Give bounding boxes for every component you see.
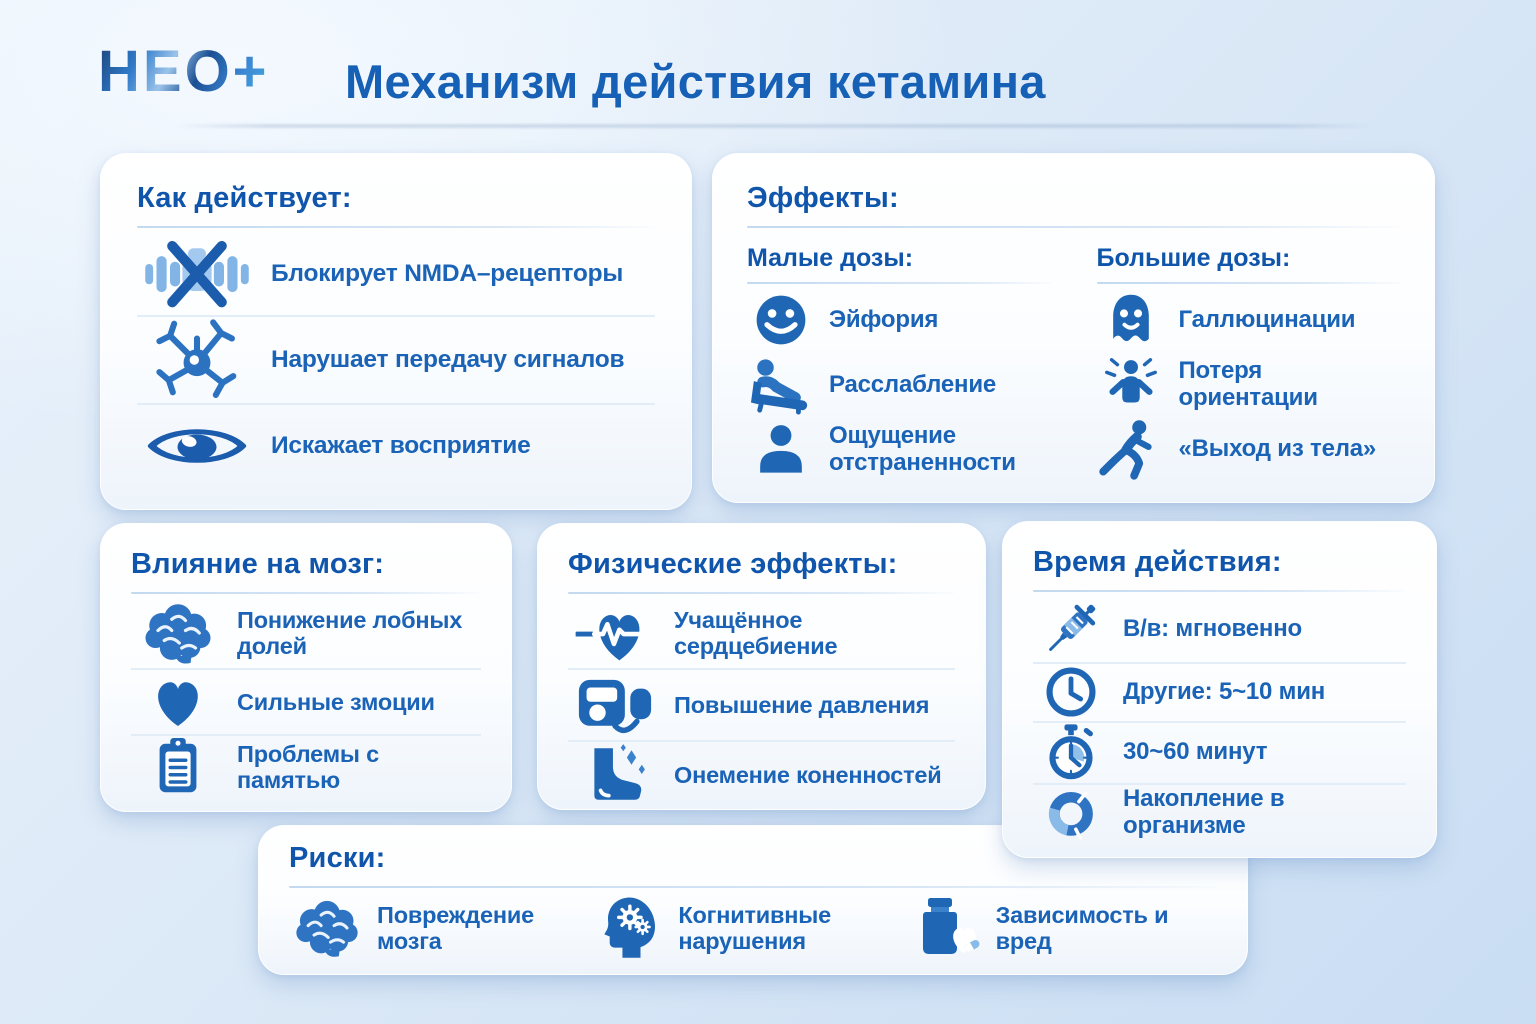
- ghost-icon: [1097, 290, 1165, 350]
- list-item: [1097, 288, 1401, 353]
- column-small-doses: [747, 244, 1051, 482]
- card-effects: [712, 153, 1435, 503]
- item-label: Сильные змоции: [237, 688, 435, 715]
- pill-bottle-icon: [908, 896, 984, 960]
- title-underline: [1097, 282, 1401, 284]
- smiley-face-icon: [747, 290, 815, 350]
- title-underline: [289, 886, 1217, 888]
- item-label: Понижение лобных долей: [237, 606, 463, 659]
- heart-pulse-icon: [568, 598, 662, 668]
- card-physical-effects: [537, 523, 986, 810]
- item-label: Блокирует NMDA–рецепторы: [271, 259, 624, 287]
- item-label: 30~60 минут: [1123, 738, 1268, 766]
- list-item: [1033, 721, 1406, 783]
- person-bust-icon: [747, 421, 815, 479]
- item-label: Учащённое сердцебиение: [674, 606, 838, 659]
- title-underline: [747, 282, 1051, 284]
- donut-chart-icon: [1033, 785, 1109, 841]
- list-item: [1097, 417, 1401, 482]
- item-label: Искажает восприятие: [271, 432, 531, 460]
- item-label: Накопление в организме: [1123, 784, 1285, 839]
- list-item: [908, 896, 1217, 960]
- card-title: Как действует:: [137, 182, 352, 214]
- list-item: [1033, 596, 1406, 662]
- disoriented-person-icon: [1097, 354, 1165, 416]
- item-label: «Выход из тела»: [1178, 435, 1377, 463]
- list-item: [131, 734, 481, 798]
- item-label: Повреждение мозга: [377, 901, 534, 954]
- card-title: Риски:: [289, 842, 386, 874]
- list-item: [598, 894, 907, 962]
- column-title: Большие дозы:: [1096, 244, 1291, 272]
- list-item: [747, 353, 1051, 418]
- heart-icon: [131, 670, 225, 734]
- nmda-receptor-blocked-icon: [137, 237, 257, 309]
- list-item: [1097, 353, 1401, 418]
- item-label: Ощущение отстраненности: [829, 421, 1016, 476]
- floating-person-icon: [1097, 417, 1165, 483]
- damaged-brain-icon: [289, 895, 365, 961]
- list-item: [568, 668, 955, 740]
- card-title: Влияние на мозг:: [131, 548, 385, 580]
- logo: НЕО+: [98, 39, 270, 104]
- list-item: [289, 895, 598, 961]
- title-underline: [1033, 590, 1406, 592]
- relaxed-person-icon: [747, 354, 815, 416]
- item-label: Другие: 5~10 мин: [1123, 677, 1326, 705]
- eye-icon: [137, 414, 257, 478]
- item-label: Потеря ориентации: [1178, 357, 1318, 411]
- list-item: [1033, 783, 1406, 842]
- card-title: Физические эффекты:: [568, 548, 898, 580]
- brain-icon: [131, 598, 225, 668]
- list-item: [131, 598, 481, 668]
- list-item: [131, 668, 481, 734]
- list-item: [137, 232, 655, 315]
- title-underline: [568, 592, 955, 594]
- item-label: Расслабление: [829, 370, 997, 398]
- list-item: [1033, 662, 1406, 721]
- list-item: [568, 740, 955, 808]
- column-title: Малые дозы:: [747, 244, 914, 272]
- item-label: Нарушает передачу сигналов: [271, 345, 625, 373]
- card-duration: [1002, 521, 1437, 858]
- item-label: Когнитивные нарушения: [678, 901, 831, 954]
- stopwatch-icon: [1033, 723, 1109, 783]
- head-gears-icon: [598, 894, 666, 962]
- card-brain-impact: [100, 523, 512, 812]
- card-title: Эффекты:: [747, 182, 899, 214]
- clipboard-icon: [131, 736, 225, 798]
- item-label: Зависимость и вред: [995, 901, 1169, 954]
- card-title: Время действия:: [1033, 546, 1282, 578]
- column-large-doses: [1097, 244, 1401, 482]
- title-underline: [131, 592, 481, 594]
- title-underline: [747, 226, 1400, 228]
- list-item: [137, 403, 655, 488]
- numb-foot-icon: [568, 742, 662, 808]
- item-label: Эйфория: [829, 305, 939, 333]
- list-item: [747, 288, 1051, 353]
- card-how-it-works: [100, 153, 692, 510]
- item-label: Онемение коненностей: [674, 761, 942, 788]
- item-label: Галлюцинации: [1178, 305, 1356, 333]
- neuron-icon: [137, 317, 257, 403]
- list-item: [568, 598, 955, 668]
- item-label: Проблемы с памятью: [237, 740, 379, 793]
- syringe-icon: [1033, 596, 1109, 662]
- page-title: Механизм действия кетамина: [345, 55, 1046, 108]
- item-label: Повышение давления: [674, 691, 930, 718]
- clock-icon: [1033, 664, 1109, 720]
- title-underline: [137, 226, 655, 228]
- list-item: [137, 315, 655, 403]
- header-divider: [172, 124, 1372, 128]
- item-label: В/в: мгновенно: [1123, 614, 1302, 642]
- list-item: [747, 417, 1051, 482]
- blood-pressure-monitor-icon: [568, 670, 662, 740]
